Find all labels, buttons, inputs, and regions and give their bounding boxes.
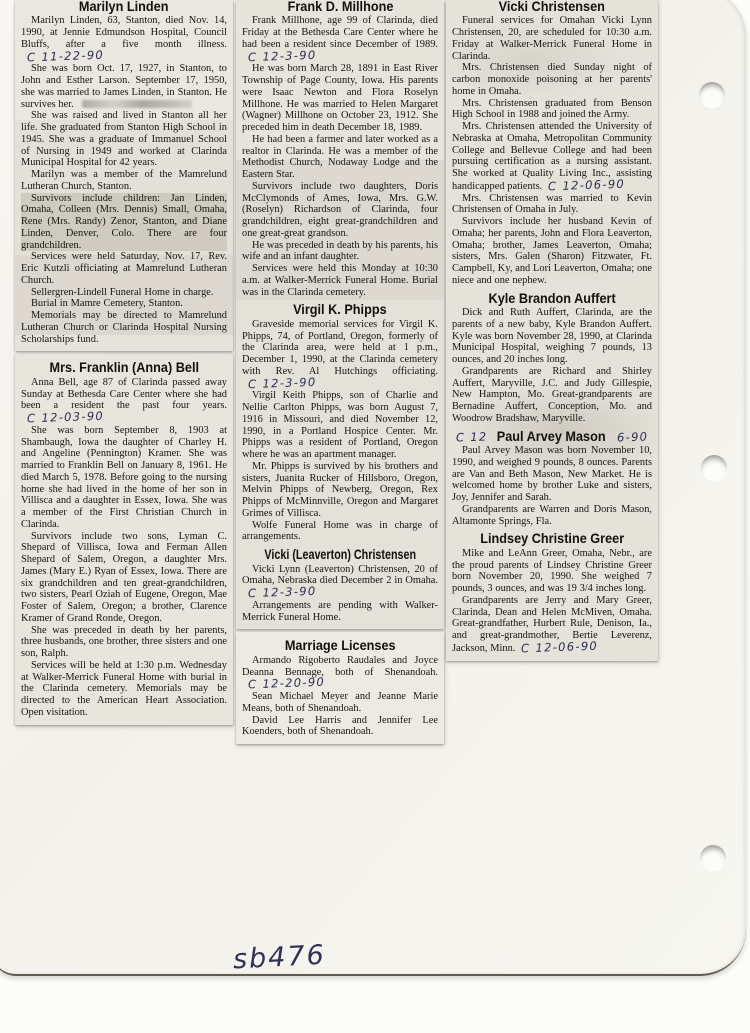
handwritten-date: C 12-20-90 xyxy=(247,674,326,692)
article-paragraph: Frank Millhone, age 99 of Clarinda, died Friday at the Bethesda Care Center where he had been a resident since December of 1989.C 12-3-90 xyxy=(242,15,438,64)
article-paragraph: Memorials may be directed to Mamrelund Lutheran Church or Clarinda Hospital Nursing Scholarships fund. xyxy=(21,310,227,345)
clipping-marilyn-linden xyxy=(15,0,233,351)
article-title: Vicki Christensen xyxy=(498,0,606,14)
article-paragraph: Survivors include her husband Kevin of Omaha; her parents, John and Flora Leaverton, Omaha; brother, James Leaverton, Omaha; sisters, Mrs. Galen (Sharon) Fitzwater, Ft. Campbell, Ky, and Lori Leaverton, Omaha; one niece and one nephew. xyxy=(452,216,652,286)
article-paragraph: He had been a farmer and later worked as a realtor in Clarinda. He was a member of the Methodist Church, Nodaway Lodge and the Eastern Star. xyxy=(242,133,438,181)
column-right xyxy=(446,0,658,661)
punch-hole-middle xyxy=(701,455,727,481)
article-paragraph: Sellergren-Lindell Funeral Home in charge. xyxy=(31,286,214,298)
article-paragraph: She was born September 8, 1903 at Shambaugh, Iowa the daughter of Charley H. and Angeline (Pennington) Kramer. She was married to Franklin Bell on January 8, 1961. He died March 5, 1978. Before going to the nursing home she had lived in the home of her son in Villisca and a daughter in Essex, Iowa. She was a member of the First Christian Church in Clarinda. xyxy=(21,424,227,530)
article-paragraph: Graveside memorial services for Virgil K. Phipps, 74, of Portland, Oregon, formerly of the Clarinda area, were held at 1 p.m., December 1, 1990, at the Clarinda cemetery with Rev. Al Hutchings officiating.C 12-3-90 xyxy=(242,318,438,391)
article-title: Marilyn Linden xyxy=(79,0,169,14)
article-title: Lindsey Christine Greer xyxy=(480,531,624,547)
handwritten-date: C 12-3-90 xyxy=(247,583,317,601)
article-paragraph: Vicki Lynn (Leaverton) Christensen, 20 of Omaha, Nebraska died December 2 in Omaha.C 12-3-90 xyxy=(242,563,438,601)
article-paragraph: Services will be held at 1:30 p.m. Wednesday at Walker-Merrick Funeral Home with burial in the Clarinda cemetery. Memorials may be directed to the American Heart Association. Open visitation. xyxy=(21,659,227,718)
article-paragraph: Survivors include two sons, Lyman C. Shepard of Villisca, Iowa and Ferman Allen Shepard of Salem, Oregon, a daughter Mrs. James (Mary E.) Ryan of Essex, Iowa. There are six grandchildren and ten great-grandchildren, two sisters, Pearl Oziah of Eugene, Oregon, Mae Foster of Salem, Oregon; a brother, Clarence Kramer of Grand Ronde, Oregon. xyxy=(21,530,227,624)
article-paragraph: Armando Rigoberto Raudales and Joyce Deanna Bennage, both of Shenandoah.C 12-20-90 xyxy=(242,654,438,692)
article-paragraph: He was born March 28, 1891 in East River Township of Page County, Iowa. His parents were Isaac Newton and Flora Roselyn Millhone. He was married to Helen Margaret (Wagner) Millhone on October 23, 1912. She preceded him in death December 18, 1989. xyxy=(242,63,438,134)
article-paragraph: Grandparents are Warren and Doris Mason, Altamonte Springs, Fla. xyxy=(452,503,652,527)
article-paragraph: Arrangements are pending with Walker-Merrick Funeral Home. xyxy=(242,599,438,623)
handwritten-date: C 12-03-90 xyxy=(26,408,105,426)
article-title: Marriage Licenses xyxy=(284,638,396,654)
article-paragraph: Mrs. Christensen died Sunday night of carbon monoxide poisoning at her parents' home in Omaha. xyxy=(452,62,652,97)
article-paragraph: Grandparents are Jerry and Mary Greer, Clarinda, Dean and Helen McMiven, Omaha. Great-grandfather, Hurbert Rule, Denison, Ia., and great-grandmother, Bertie Leverenz, Jackson, Minn. C 12-06-90 xyxy=(452,594,652,656)
article-title: Frank D. Millhone xyxy=(287,0,393,14)
handwritten-date: C 12-3-90 xyxy=(247,47,317,64)
article-paragraph: Virgil Keith Phipps, son of Charlie and Nellie Carlton Phipps, was born August 7, 1916 in Missouri, and died November 12, 1990, in a Portland Hospice Center. Mr. Phipps was a resident of Portland, Oregon where he was an apartment manager. xyxy=(242,390,438,461)
handwritten-date: C 12-06-90 xyxy=(521,638,599,656)
article-paragraph: Dick and Ruth Auffert, Clarinda, are the parents of a new baby, Kyle Brandon Auffert. Kyle was born November 28, 1990, at Clarinda Municipal Hospital, weighing 7 pounds, 13 ounces, and 20 inches long. xyxy=(452,307,652,366)
article-paragraph: Survivors include two daughters, Doris McClymonds of Ames, Iowa, Mrs. G.W. (Roselyn) Richardson of Clarinda, four grandchildren, eight great-grandchildren and one great-great grandson. xyxy=(242,180,438,239)
article-paragraph: Survivors include children: Jan Linden, Omaha, Colleen (Mrs. Dennis) Small, Omaha, Rene (Mrs. Randy) Zenor, Stanton, and Diane Linden, Denver, Colo. There are four grandchildren. xyxy=(21,192,227,251)
article-paragraph: He was preceded in death by his parents, his wife and an infant daughter. xyxy=(242,239,438,263)
handwritten-date: C 12-3-90 xyxy=(247,374,317,391)
punch-hole-bottom xyxy=(700,845,726,871)
article-paragraph: Paul Arvey Mason was born November 10, 1990, and weighed 9 pounds, 8 ounces. Parents are Van and Beth Mason, New Market. He is welcomed home by brother Luke and sisters, Joy, Jennifer and Sarah. xyxy=(452,445,652,504)
article-paragraph: Mrs. Christensen attended the University of Nebraska at Omaha, Metropolitan Community College and Bellevue College and had been pursuing certification as a nursing assistant. She worked at Quality Living Inc., assisting handicapped patients. C 12-06-90 xyxy=(452,121,652,194)
article-title: Virgil K. Phipps xyxy=(293,302,387,318)
handwritten-date: 6-90 xyxy=(616,429,649,445)
archive-code-handwriting: sb476 xyxy=(232,939,327,976)
article-paragraph: Anna Bell, age 87 of Clarinda passed away Sunday at Bethesda Care Center where she had been a resident the past four years.C 12-03-90 xyxy=(21,376,227,426)
article-paragraph: She was born Oct. 17, 1927, in Stanton, to John and Esther Larson. September 17, 1950, she was married to James Linden, in Stanton. He survives her. xyxy=(21,63,227,110)
article-title: Mrs. Franklin (Anna) Bell xyxy=(49,360,199,376)
article-paragraph: She was raised and lived in Stanton all her life. She graduated from Stanton High School in 1945. She was a graduate of Immanuel School of Nursing in 1949 and worked at Clarinda Municipal Hospital for 42 years. xyxy=(21,110,227,169)
article-paragraph: Wolfe Funeral Home was in charge of arrangements. xyxy=(242,519,438,543)
article-title: Vicki (Leaverton) Christensen xyxy=(264,547,416,563)
column-left xyxy=(15,0,233,725)
article-paragraph: Burial in Mamre Cemetery, Stanton. xyxy=(31,298,183,310)
article-paragraph: Marilyn Linden, 63, Stanton, died Nov. 14, 1990, at Jennie Edmundson Hospital, Council Bluffs, after a five month illness.C 11-22-90 xyxy=(21,15,227,65)
clipping-marriage-licenses xyxy=(236,632,444,744)
clipping-millhone-phipps-christensen xyxy=(236,0,444,629)
article-paragraph: Mrs. Christensen was married to Kevin Christensen of Omaha in July. xyxy=(452,192,652,216)
article-paragraph: Funeral services for Omahan Vicki Lynn Christensen, 20, are scheduled for 10:30 a.m. Friday at Walker-Merrick Funeral Home in Clarinda. xyxy=(452,15,652,62)
article-paragraph: Mike and LeAnn Greer, Omaha, Nebr., are the proud parents of Lindsey Christine Greer born November 20, 1990. She weighed 7 pounds, 3 ounces, and was 19 3/4 inches long. xyxy=(452,547,652,594)
article-paragraph: Services were held Saturday, Nov. 17, Rev. Eric Kutzli officiating at Mamrelund Lutheran Church. xyxy=(21,251,227,286)
punch-hole-top xyxy=(699,82,725,108)
clipping-christensen-births xyxy=(446,0,658,661)
article-paragraph: She was preceded in death by her parents, three husbands, one brother, three sisters and one son, Ralph. xyxy=(21,624,227,660)
article-paragraph: Grandparents are Richard and Shirley Auffert, Maryville, J.C. and Judy Gillespie, New Hampton, Mo. Great-grandparents are Bernadine Auffert, Conception, Mo. and Woodrow Bradshaw, Maryville. xyxy=(452,365,652,424)
handwritten-date: C 12 xyxy=(455,429,488,445)
article-paragraph: Mr. Phipps is survived by his brothers and sisters, Juanita Rucker of Hillsboro, Oregon, Melvin Phipps of Newberg, Oregon, Rex Phipps of McMinnville, Oregon and Margaret Grimes of Villisca. xyxy=(242,460,438,519)
article-title: C 12 Paul Arvey Mason 6-90 xyxy=(455,428,649,445)
article-paragraph: David Lee Harris and Jennifer Lee Koenders, both of Shenandoah. xyxy=(242,714,438,738)
article-paragraph: Mrs. Christensen graduated from Benson High School in 1988 and joined the Army. xyxy=(452,97,652,121)
ink-smudge xyxy=(82,100,192,108)
article-paragraph: Services were held this Monday at 10:30 a.m. at Walker-Merrick Funeral Home. Burial was in the Clarinda cemetery. xyxy=(242,263,438,298)
column-middle xyxy=(236,0,444,744)
clipping-anna-bell xyxy=(15,354,233,724)
handwritten-date: C 11-22-90 xyxy=(26,47,105,65)
article-paragraph: Marilyn was a member of the Mamrelund Lutheran Church, Stanton. xyxy=(21,169,227,192)
handwritten-date: C 12-06-90 xyxy=(547,176,626,194)
article-paragraph: Sean Michael Meyer and Jeanne Marie Means, both of Shenandoah. xyxy=(242,691,438,714)
article-title: Kyle Brandon Auffert xyxy=(488,290,616,306)
